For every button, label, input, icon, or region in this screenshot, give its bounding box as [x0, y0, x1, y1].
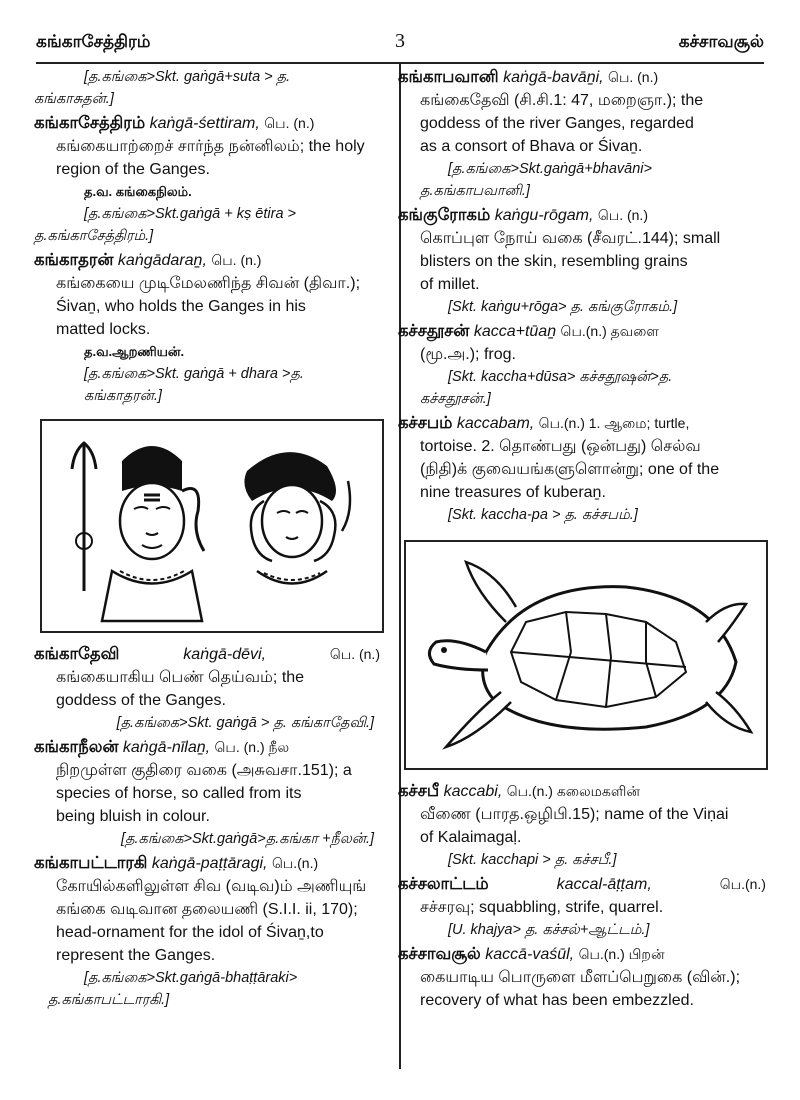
header-right-title: கச்சாவசூல் [678, 32, 764, 51]
transliteration: kaccabam, [456, 415, 535, 432]
definition-line: (நிதி)க் குவையங்களுளொன்று; one of the [420, 461, 720, 478]
synonym: த.வ. கங்கைநிலம். [84, 184, 192, 199]
definition-line: matted locks. [56, 321, 151, 338]
headword: கங்குரோகம் [398, 206, 491, 224]
headword: கச்சாவசூல் [398, 945, 481, 963]
header-left-title: கங்காசேத்திரம் [36, 32, 151, 51]
definition-line: கங்கைதேவி (சி.சி.1: 47, மறைஞா.); the [420, 92, 704, 109]
part-of-speech: பெ. (n.) [329, 646, 380, 662]
etymology: [U. khajya> த. கச்சல்+ஆட்டம்.] [448, 922, 650, 938]
part-of-speech: பெ. (n.) [608, 69, 659, 85]
entry-kaccalattam [398, 873, 766, 941]
transliteration: kaccabi, [443, 783, 503, 800]
etymology: [த.கங்கை>Skt. gaṅgā + dhara >த. [84, 366, 304, 382]
shiva-drawing [42, 421, 382, 631]
entry-gangasettiram [34, 112, 380, 247]
etymology: கங்காசுதன்.] [34, 91, 114, 107]
definition-line: goddess of the Ganges. [56, 692, 226, 709]
definition-line: நிறமுள்ள குதிரை வகை (அசுவசா.151); a [56, 762, 352, 779]
etymology: [Skt. kaccha-pa > த. கச்சபம்.] [448, 507, 638, 523]
definition-line: recovery of what has been embezzled. [420, 992, 694, 1009]
definition-line: of millet. [420, 276, 480, 293]
part-of-speech: பெ.(n.) பிறன் [578, 946, 665, 962]
definition-line: வீணை (பாரத.ஒழிபி.15); name of the Viṇai [420, 806, 729, 823]
page-header [36, 26, 764, 64]
definition-line: species of horse, so called from its [56, 785, 302, 802]
definition-line: கங்கையை முடிமேலணிந்த சிவன் (திவா.); [56, 275, 361, 292]
entry-gangapattaragi [34, 852, 380, 1011]
entry-continuation [34, 66, 380, 110]
etymology: கச்சதூசன்.] [420, 391, 491, 407]
definition-line: nine treasures of kuberaṉ. [420, 484, 606, 501]
headword: கச்சதூசன் [398, 322, 470, 340]
entry-ganganilan [34, 736, 380, 850]
entry-kaccavasul [398, 943, 766, 1012]
part-of-speech: பெ. (n.) [597, 207, 648, 223]
definition-line: Śivaṉ, who holds the Ganges in his [56, 298, 306, 315]
headword: கங்காபட்டாரகி [34, 854, 148, 872]
definition-line: represent the Ganges. [56, 947, 216, 964]
entry-kaccabam [398, 412, 766, 526]
turtle-illustration [404, 540, 768, 770]
definition-line: கொப்புள நோய் வகை (சீவரட்.144); small [420, 230, 721, 247]
etymology: த.கங்காபவானி.] [420, 183, 530, 199]
etymology: [த.கங்கை>Skt.gaṅgā-bhaṭṭāraki> [84, 970, 298, 986]
etymology: த.கங்காபட்டாரகி.] [48, 992, 170, 1008]
left-column [34, 66, 380, 1013]
entry-kaccadusan [398, 320, 766, 410]
etymology: [த.கங்கை>Skt. gaṅgā > த. கங்காதேவி.] [116, 715, 374, 731]
part-of-speech: பெ.(n.) [271, 855, 319, 871]
headword: கங்காசேத்திரம் [34, 114, 146, 132]
part-of-speech: பெ. (n.) நீல [214, 739, 290, 755]
etymology: கங்காதரன்.] [84, 388, 162, 404]
entry-gangadaran [34, 249, 380, 407]
transliteration: kaṅgādaraṉ, [117, 252, 207, 269]
right-column [398, 66, 766, 1014]
synonym: த.வ.ஆறணியன். [84, 344, 185, 359]
transliteration: kaṅgā-dēvi, [183, 646, 267, 663]
definition-line: கோயில்களிலுள்ள சிவ (வடிவ)ம் அணியுங் [56, 878, 367, 895]
page-number: 3 [395, 30, 405, 52]
etymology: [த.கங்கை>Skt.gaṅgā>த.கங்கா +நீலன்.] [121, 831, 374, 847]
headword: கச்சபீ [398, 782, 440, 800]
etymology: [Skt. kaccha+dūsa> கச்சதூஷன்>த. [448, 369, 673, 385]
definition-line: head-ornament for the idol of Śivaṉ,to [56, 924, 324, 941]
transliteration: kaṅgā-bavāṉi, [503, 69, 604, 86]
transliteration: kaṅgu-rōgam, [494, 207, 594, 224]
transliteration: kaccā-vaśūl, [485, 946, 575, 963]
part-of-speech: பெ. (n.) [264, 115, 315, 131]
transliteration: kaṅgā-śettiram, [149, 115, 260, 132]
part-of-speech: பெ.(n.) 1. ஆமை; turtle, [538, 415, 690, 431]
headword: கச்சலாட்டம் [398, 875, 489, 893]
definition-line: கங்கையாகிய பெண் தெய்வம்; the [56, 669, 305, 686]
definition-line: சச்சரவு; squabbling, strife, quarrel. [420, 899, 664, 916]
definition-line: being bluish in colour. [56, 808, 210, 825]
turtle-drawing [406, 542, 766, 768]
etymology: [த.கங்கை>Skt.gaṅgā+bhavāni> [448, 161, 652, 177]
etymology: [Skt. kaṅgu+rōga> த. கங்குரோகம்.] [448, 299, 678, 315]
part-of-speech: பெ. (n.) [211, 252, 262, 268]
etymology: [த.கங்கை>Skt. gaṅgā+suta > த. [84, 69, 291, 85]
entry-kangurogam [398, 204, 766, 318]
headword: கச்சபம் [398, 414, 453, 432]
transliteration: kaṅgā-paṭṭāragi, [151, 855, 268, 872]
entry-gangadevi [34, 643, 380, 734]
definition-line: கங்கையாற்றைச் சார்ந்த நன்னிலம்; the holy [56, 138, 365, 155]
headword: கங்காதேவி [34, 645, 120, 663]
definition-line: கையாடிய பொருளை மீளப்பெறுகை (வின்.); [420, 969, 741, 986]
shiva-illustration [40, 419, 384, 633]
etymology: [த.கங்கை>Skt.gaṅgā + kṣ ētira > [84, 206, 296, 222]
headword: கங்காநீலன் [34, 738, 119, 756]
transliteration: kaccal-āṭṭam, [556, 876, 652, 893]
definition-line: goddess of the river Ganges, regarded [420, 115, 694, 132]
transliteration: kaṅgā-nīlaṉ, [122, 739, 211, 756]
headword: கங்காபவானி [398, 68, 499, 86]
etymology: த.கங்காசேத்திரம்.] [34, 228, 154, 244]
definition-line: கங்கை வடிவான தலையணி (S.I.I. ii, 170); [56, 901, 358, 918]
definition-line: tortoise. 2. தொண்பது (ஒன்பது) செல்வ [420, 438, 701, 455]
definition-line: (மூ.அ.); frog. [420, 346, 516, 363]
transliteration: kacca+tūaṉ [473, 323, 557, 340]
part-of-speech: பெ.(n.) கலைமகளின் [506, 783, 640, 799]
definition-line: blisters on the skin, resembling grains [420, 253, 688, 270]
definition-line: region of the Ganges. [56, 161, 210, 178]
part-of-speech: பெ.(n.) தவளை [560, 323, 660, 339]
etymology: [Skt. kacchapi > த. கச்சபீ.] [448, 852, 617, 868]
headword: கங்காதரன் [34, 251, 114, 269]
part-of-speech: பெ.(n.) [719, 876, 766, 892]
entry-gangabavani [398, 66, 766, 202]
entry-kaccabi [398, 780, 766, 871]
definition-line: of Kalaimagaḷ. [420, 829, 522, 846]
definition-line: as a consort of Bhava or Śivaṉ. [420, 138, 643, 155]
